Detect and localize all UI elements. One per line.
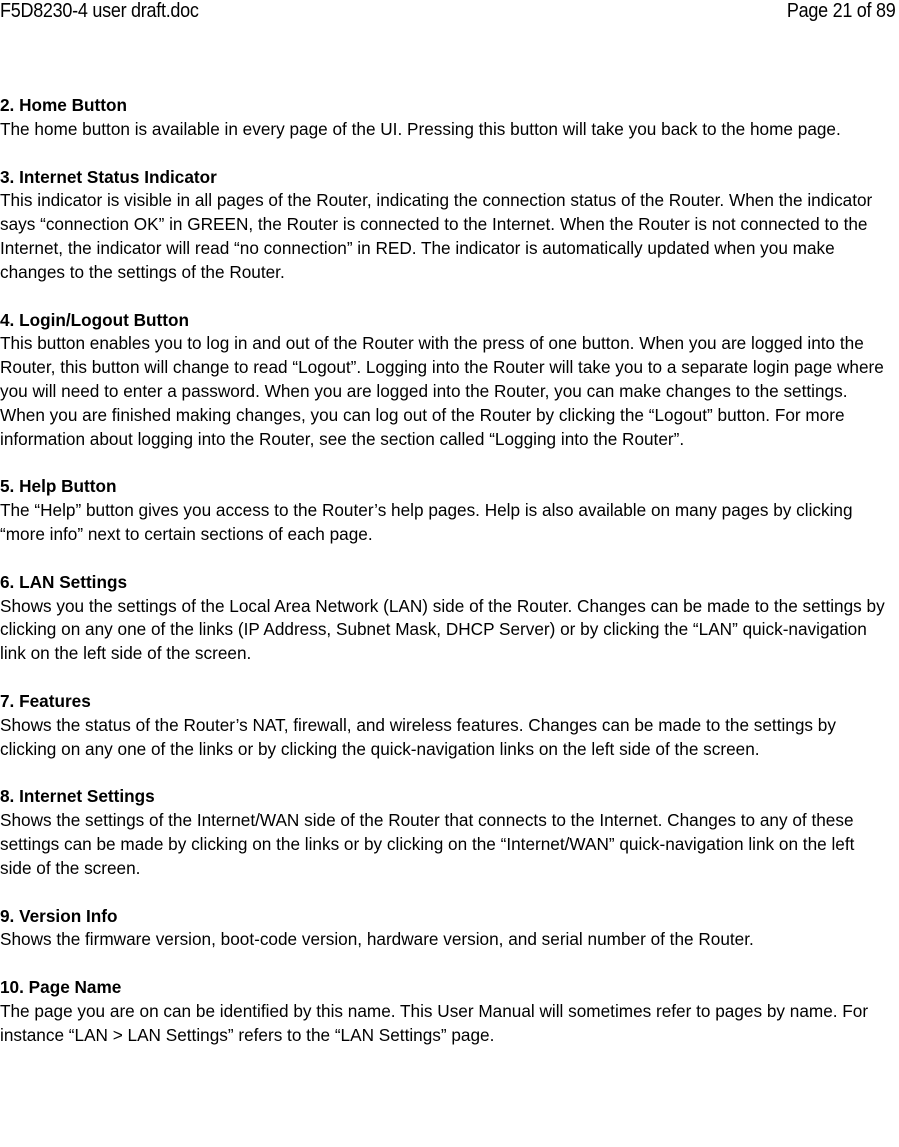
section-paragraph: The page you are on can be identified by this name. This User Manual will sometimes refer to pages by name. For instance “LAN > LAN Settings” refers to the “LAN Settings” page. [0, 1000, 869, 1045]
section-heading: 3. Internet Status Indicator [0, 166, 217, 187]
section-help-button [0, 475, 890, 546]
section-internet-settings [0, 785, 890, 880]
page-header [0, 0, 896, 26]
section-paragraph: The “Help” button gives you access to the Router’s help pages. Help is also available on many pages by clicking “more info” next to certain sections of each page. [0, 500, 853, 544]
document-filename: F5D8230-4 user draft.doc [0, 0, 199, 22]
section-internet-status-indicator [0, 166, 890, 285]
section-page-name [0, 976, 890, 1047]
document-body [0, 94, 890, 1072]
section-heading: 2. Home Button [0, 95, 127, 115]
page-number: Page 21 of 89 [786, 0, 896, 22]
section-heading: 8. Internet Settings [0, 786, 155, 807]
section-paragraph: Shows the status of the Router’s NAT, firewall, and wireless features. Changes can be made to the settings by clicking on any one of the links or by clicking the quick-navigation links on the left side of the screen. [0, 714, 836, 759]
section-heading: 7. Features [0, 690, 91, 711]
section-paragraph: Shows the settings of the Internet/WAN side of the Router that connects to the Internet. Changes to any of these settings can be made by clicking on the links or by clicking on the “Internet/WAN” quick-navigation link on the left side of the screen. [0, 810, 855, 878]
section-paragraph: Shows you the settings of the Local Area Network (LAN) side of the Router. Changes can be made to the settings by clicking on any one of the links (IP Address, Subnet Mask, DHCP Server) or by clicking the “LAN” quick-navigation link on the left side of the screen. [0, 595, 885, 664]
section-home-button [0, 94, 890, 142]
section-paragraph: This indicator is visible in all pages of the Router, indicating the connection status of the Router. When the indicator says “connection OK” in GREEN, the Router is connected to the Internet. When the Router is not connected to the Internet, the indicator will read “no connection” in RED. The indicator is automatically updated when you make changes to the settings of the Router. [0, 190, 873, 282]
section-lan-settings [0, 571, 890, 666]
section-paragraph: This button enables you to log in and out of the Router with the press of one button. When you are logged into the Router, this button will change to read “Logout”. Logging into the Router will take you to a separate login page where you will need to enter a password. When you are logged into the Router, you can make changes to the settings. When you are finished making changes, you can log out of the Router by clicking the “Logout” button. For more information about logging into the Router, see the section called “Logging into the Router”. [0, 333, 884, 449]
section-heading: 5. Help Button [0, 476, 117, 497]
section-heading: 9. Version Info [0, 905, 118, 926]
section-heading: 6. LAN Settings [0, 571, 128, 592]
section-login-logout-button [0, 309, 890, 452]
section-heading: 4. Login/Logout Button [0, 309, 190, 330]
section-heading: 10. Page Name [0, 977, 122, 998]
section-paragraph: The home button is available in every page of the UI. Pressing this button will take you back to the home page. [0, 118, 841, 139]
section-features [0, 690, 890, 761]
section-version-info [0, 905, 890, 953]
section-paragraph: Shows the firmware version, boot-code version, hardware version, and serial number of the Router. [0, 929, 754, 950]
